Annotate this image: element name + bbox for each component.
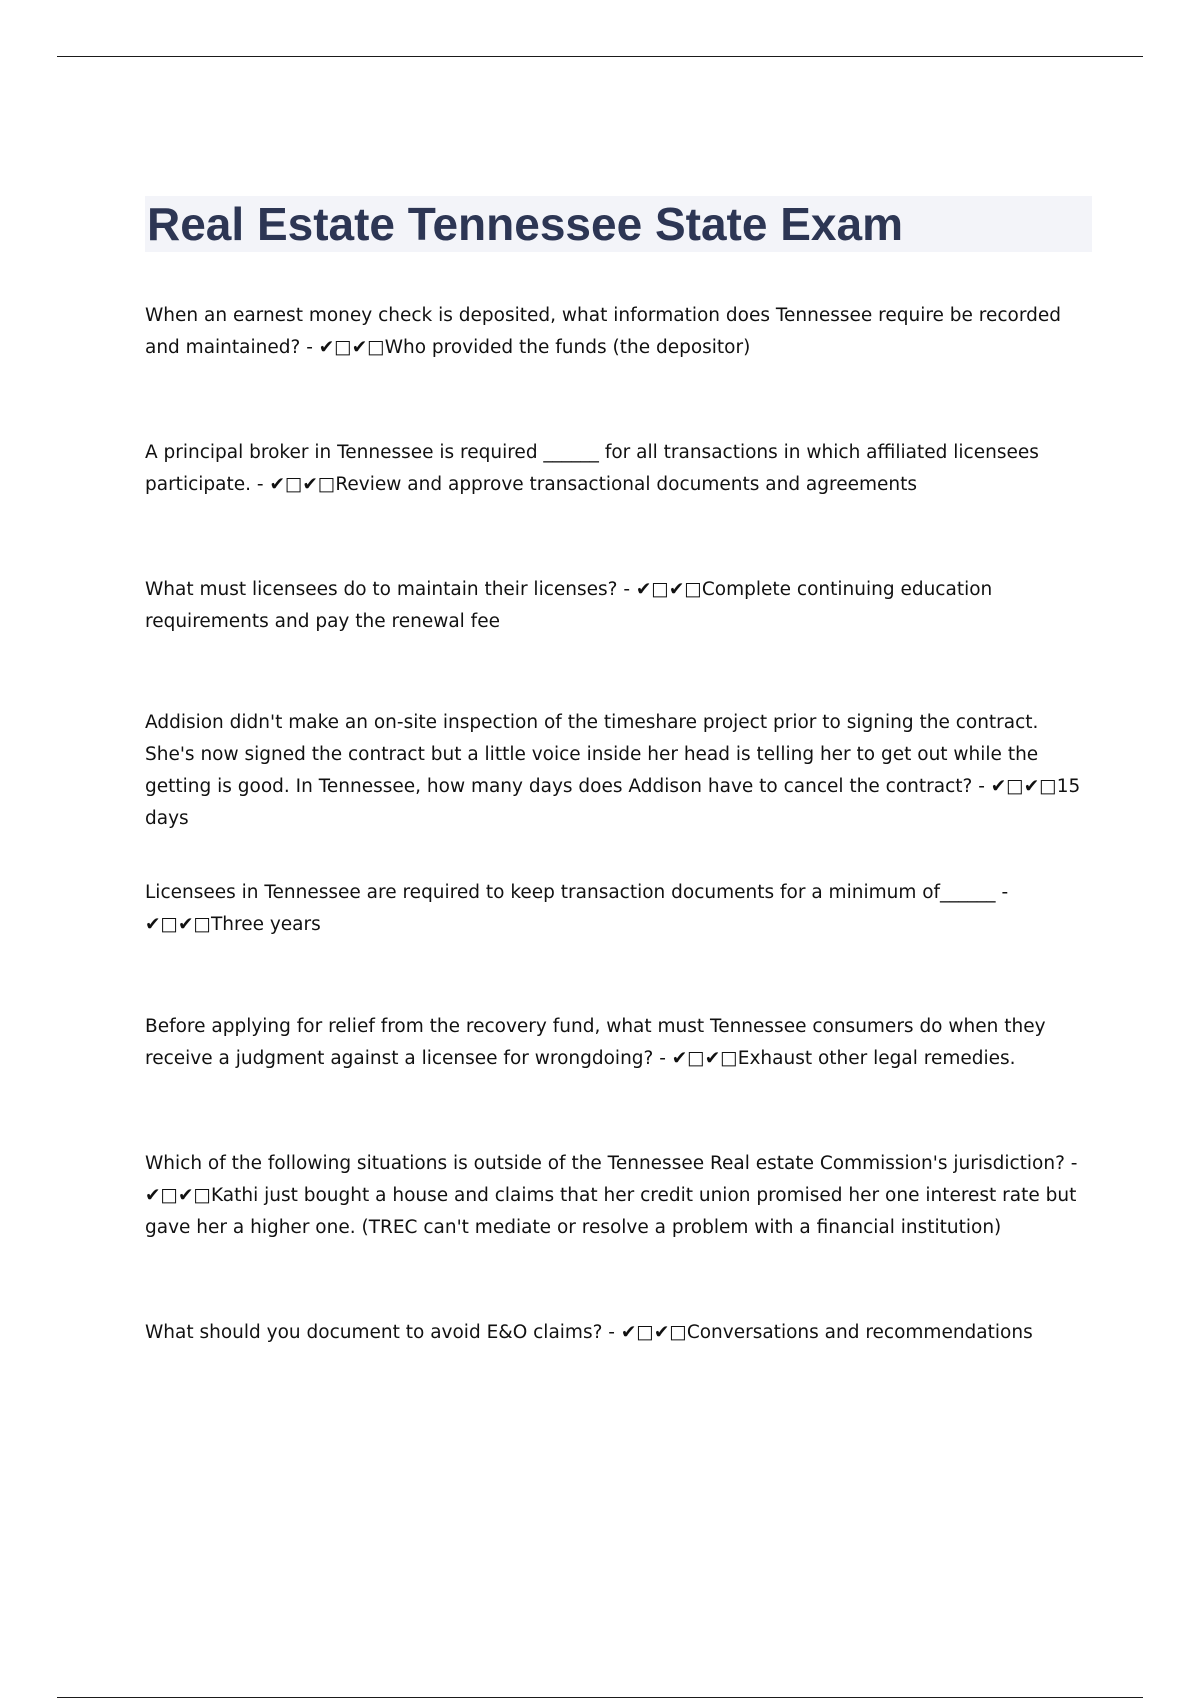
checkmark-icon: ✔□✔□ <box>671 1048 738 1069</box>
checkmark-icon: ✔□✔□ <box>145 914 211 935</box>
question-text: Licensees in Tennessee are required to keep transaction documents for a minimum of______ <box>145 882 996 903</box>
answer-text: Exhaust other legal remedies. <box>737 1048 1016 1069</box>
qa-item-4 <box>145 707 1090 835</box>
checkmark-icon: ✔□✔□ <box>635 579 702 600</box>
qa-separator: - <box>972 776 991 797</box>
checkmark-icon: ✔□✔□ <box>990 776 1057 797</box>
question-text: Which of the following situations is outside of the Tennessee Real estate Commission's jurisdiction? <box>145 1153 1065 1174</box>
qa-separator: - <box>300 337 319 358</box>
checkmark-icon: ✔□✔□ <box>318 337 385 358</box>
question-text: Addision didn't make an on-site inspection of the timeshare project prior to signing the contract. She's now signed the contract but a little voice inside her head is telling her to get out while the getting is good. In Tennessee, how many days does Addison have to cancel the contract? <box>145 712 1039 797</box>
qa-item-8 <box>145 1317 1090 1349</box>
qa-item-2 <box>145 437 1090 501</box>
qa-separator: - <box>1064 1153 1078 1174</box>
footer-rule <box>57 1697 1143 1698</box>
title-banner <box>145 196 1092 252</box>
qa-separator: - <box>617 579 636 600</box>
answer-text: 15 days <box>145 776 1081 829</box>
answer-text: Review and approve transactional documents and agreements <box>335 474 917 495</box>
question-text: What must licensees do to maintain their licenses? <box>145 579 618 600</box>
checkmark-icon: ✔□✔□ <box>145 1185 211 1206</box>
question-text: What should you document to avoid E&O claims? <box>145 1322 603 1343</box>
checkmark-icon: ✔□✔□ <box>269 474 336 495</box>
qa-item-3 <box>145 574 1090 638</box>
qa-item-6 <box>145 1011 1090 1075</box>
answer-text: Conversations and recommendations <box>686 1322 1033 1343</box>
answer-text: Complete continuing education requirements and pay the renewal fee <box>145 579 993 632</box>
qa-item-1 <box>145 300 1090 364</box>
qa-separator: - <box>251 474 270 495</box>
qa-item-7 <box>145 1148 1090 1244</box>
qa-item-5 <box>145 877 1090 941</box>
qa-separator: - <box>995 882 1009 903</box>
page-title: Real Estate Tennessee State Exam <box>147 198 903 250</box>
answer-text: Three years <box>210 914 321 935</box>
question-text: Before applying for relief from the recovery fund, what must Tennessee consumers do when they receive a judgment against a licensee for wrongdoing? <box>145 1016 1046 1069</box>
answer-text: Who provided the funds (the depositor) <box>384 337 751 358</box>
question-text: When an earnest money check is deposited, what information does Tennessee require be recorded and maintained? <box>145 305 1062 358</box>
checkmark-icon: ✔□✔□ <box>620 1322 687 1343</box>
qa-separator: - <box>653 1048 672 1069</box>
qa-separator: - <box>602 1322 621 1343</box>
header-rule <box>57 56 1143 57</box>
question-text: A principal broker in Tennessee is required ______ for all transactions in which affiliated licensees participate. <box>145 442 1039 495</box>
answer-text: Kathi just bought a house and claims that her credit union promised her one interest rate but gave her a higher one. (TREC can't mediate or resolve a problem with a financial institution) <box>145 1185 1077 1238</box>
